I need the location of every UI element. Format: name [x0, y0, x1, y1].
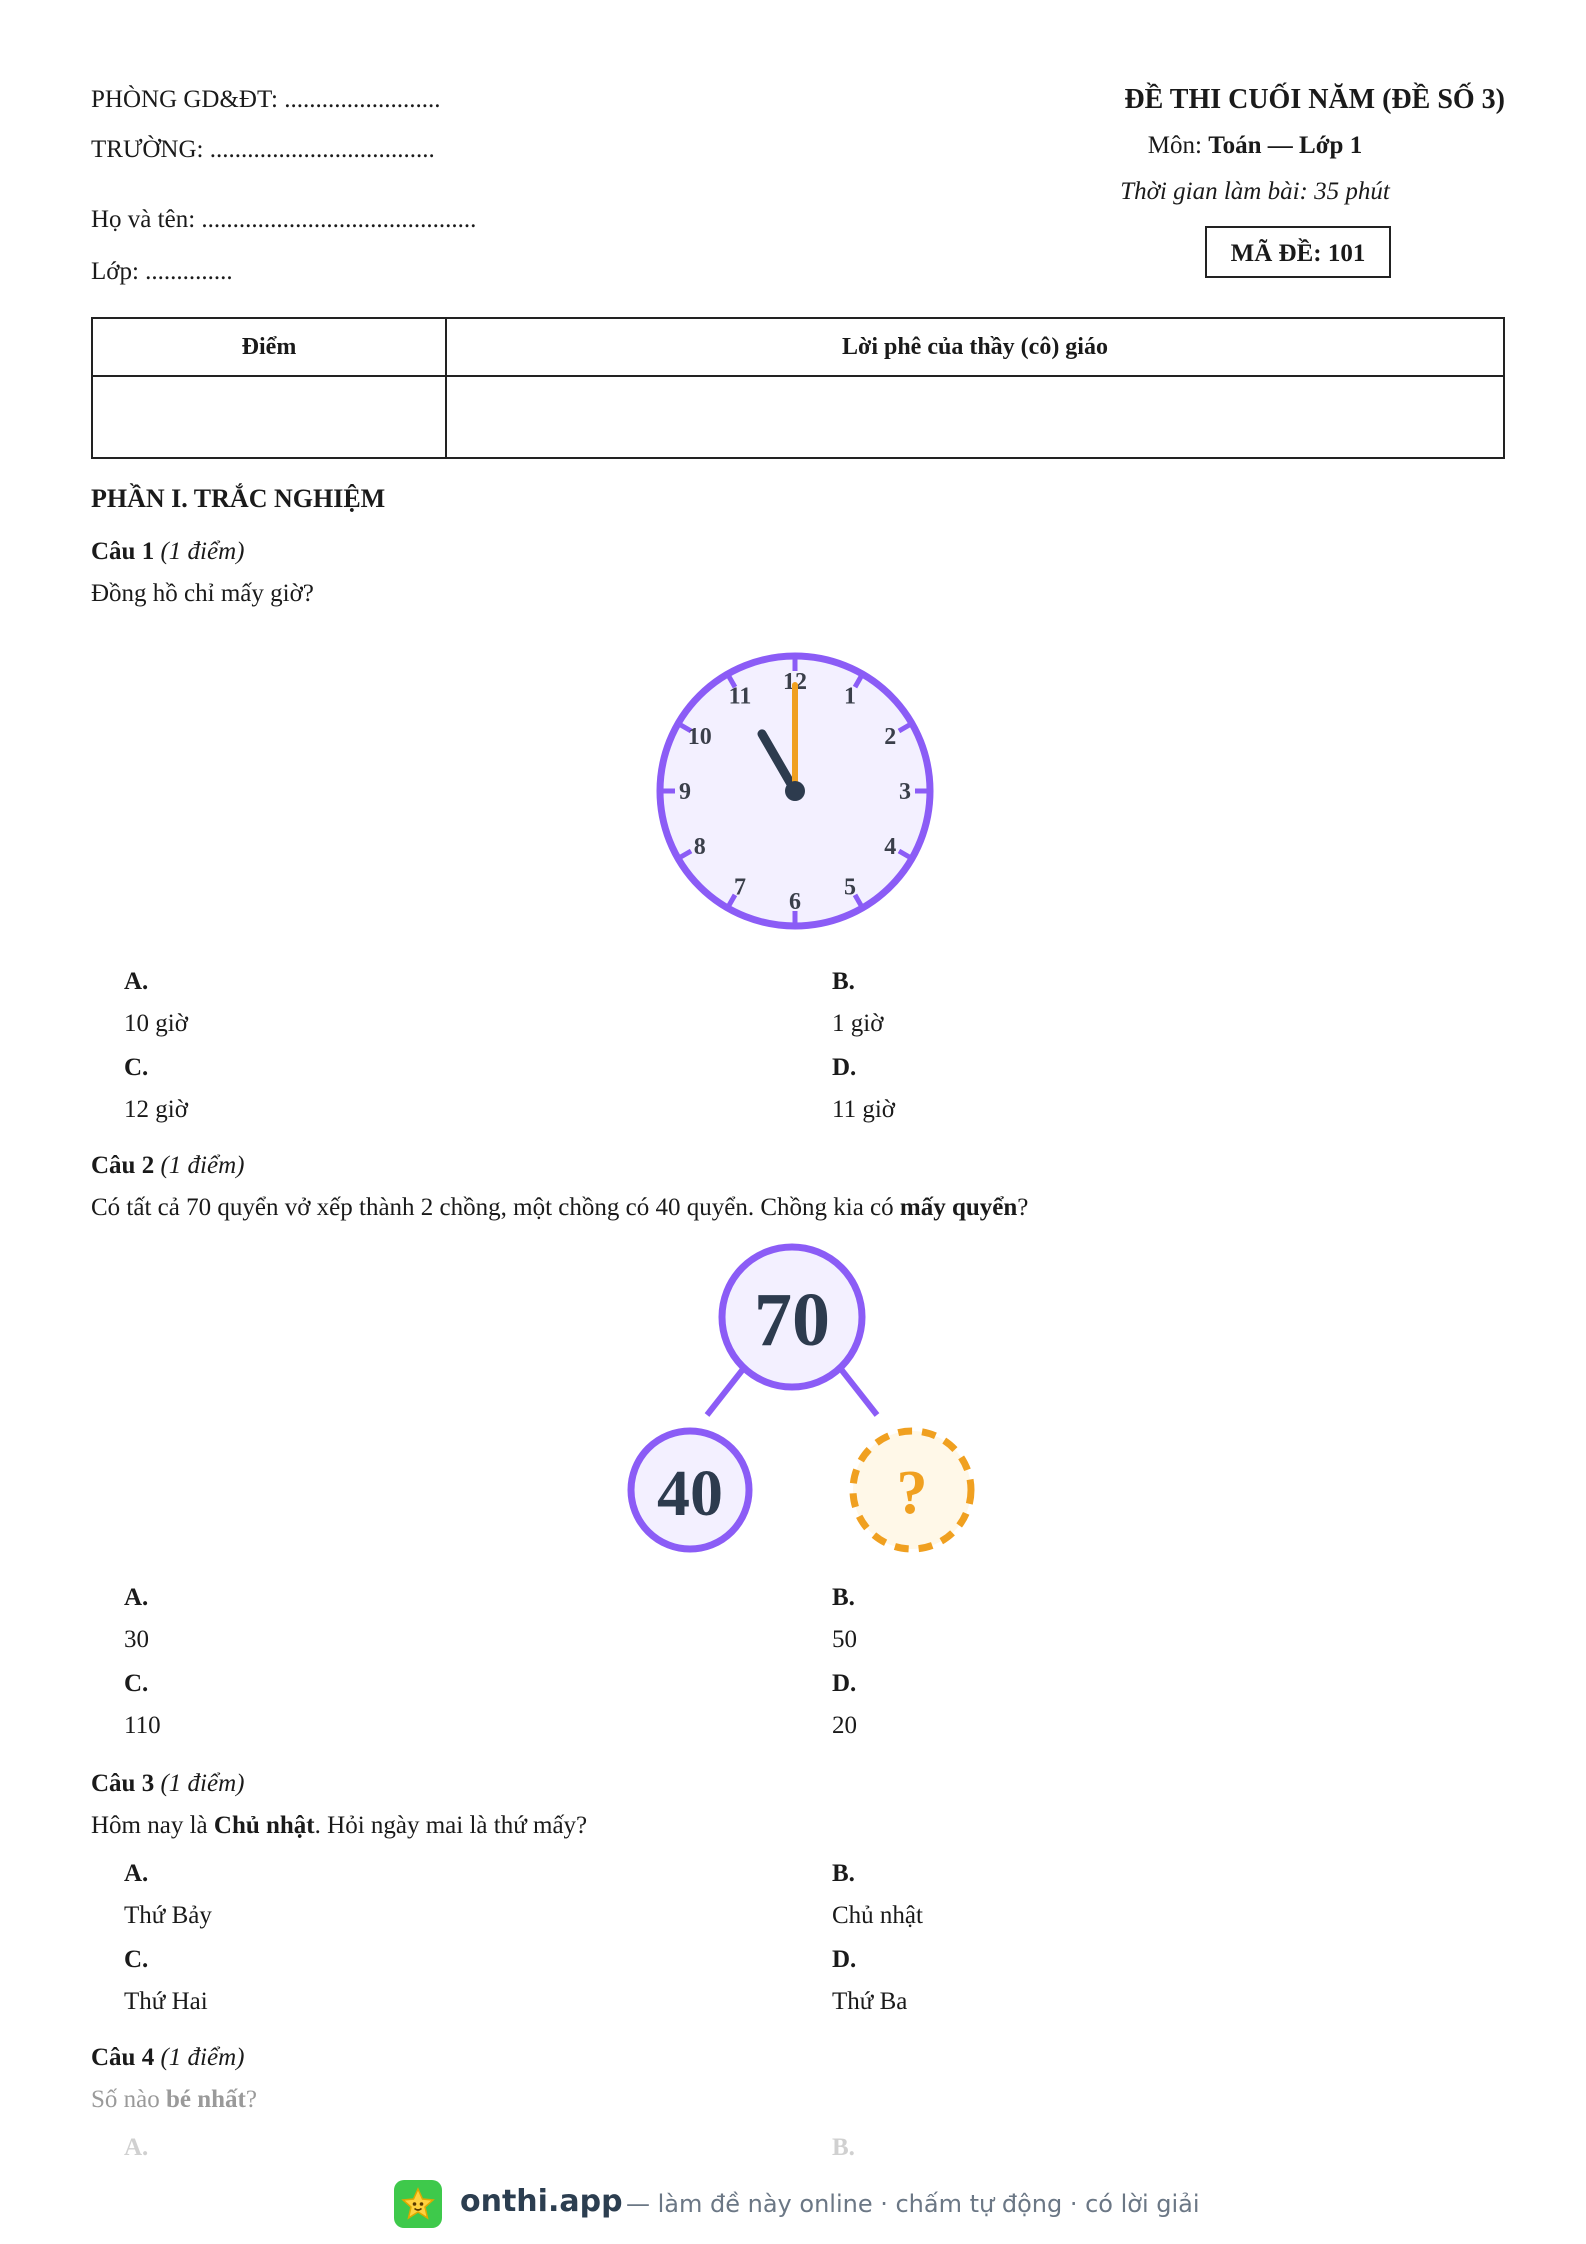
q3-option-a-letter: A. [124, 1860, 149, 1887]
comment-header: Lời phê của thầy (cô) giáo [446, 318, 1504, 376]
clock-number: 1 [844, 683, 856, 710]
q1-option-c-value[interactable]: 12 giờ [124, 1096, 188, 1123]
question-3-heading [91, 1770, 244, 1798]
question-label: Câu 3 [91, 1770, 155, 1797]
clock-number: 5 [844, 874, 856, 901]
number-bond-figure [612, 1240, 1072, 1570]
q2-option-c-value[interactable]: 110 [124, 1712, 161, 1739]
q3-option-d-value[interactable]: Thứ Ba [832, 1988, 908, 2015]
promo-footer [0, 2170, 1586, 2244]
q1-option-a-letter: A. [124, 968, 149, 995]
truong-field: TRƯỜNG: .................................... [91, 136, 435, 163]
question-text-part: ? [1017, 1194, 1029, 1221]
question-text-part: . Hỏi ngày mai là thứ mấy? [314, 1812, 588, 1839]
q2-option-b-value[interactable]: 50 [832, 1626, 857, 1653]
question-text-emphasis: mấy quyển [899, 1194, 1018, 1221]
exam-title: ĐỀ THI CUỐI NĂM (ĐỀ SỐ 3) [1124, 84, 1505, 115]
q3-option-c-letter: C. [124, 1946, 149, 1973]
phong-gd-field: PHÒNG GD&ĐT: ......................... [91, 86, 441, 113]
hoten-field: Họ và tên: ............................................ [91, 206, 477, 233]
clock-number: 9 [679, 779, 691, 805]
question-4-text [91, 2086, 257, 2114]
question-2-heading [91, 1152, 244, 1180]
q1-option-b-letter: B. [832, 968, 855, 995]
q3-option-a-value[interactable]: Thứ Bảy [124, 1902, 212, 1929]
score-cell [92, 376, 446, 458]
question-text-emphasis: bé nhất [166, 2086, 246, 2113]
brand-name[interactable]: onthi.app [460, 2184, 623, 2219]
subject-prefix: Môn: [1147, 132, 1209, 159]
bond-unknown-mark: ? [896, 1459, 928, 1527]
q2-option-b-letter: B. [832, 1584, 855, 1611]
exam-time: Thời gian làm bài: 35 phút [1120, 178, 1390, 205]
brand-tagline: — làm đề này online · chấm tự động · có lời giải [626, 2190, 1200, 2218]
score-table [91, 317, 1505, 459]
q1-option-a-value[interactable]: 10 giờ [124, 1010, 188, 1037]
q1-option-b-value[interactable]: 1 giờ [832, 1010, 884, 1037]
question-text-part: Có tất cả 70 quyển vở xếp thành 2 chồng, một chồng có 40 quyển. Chồng kia có [91, 1194, 900, 1221]
clock-number: 11 [728, 683, 752, 710]
bond-part-number: 40 [657, 1457, 723, 1530]
q2-option-a-value[interactable]: 30 [124, 1626, 149, 1653]
question-points: (1 điểm) [160, 2044, 245, 2071]
q3-option-b-letter: B. [832, 1860, 855, 1887]
question-text-part: Số nào [91, 2086, 166, 2113]
question-label: Câu 1 [91, 538, 155, 565]
q2-option-d-value[interactable]: 20 [832, 1712, 857, 1739]
question-1-text: Đồng hồ chỉ mấy giờ? [91, 580, 314, 607]
q4-option-a-letter: A. [124, 2134, 149, 2161]
q3-option-d-letter: D. [832, 1946, 857, 1973]
q2-option-a-letter: A. [124, 1584, 149, 1611]
question-label: Câu 2 [91, 1152, 155, 1179]
q1-option-d-letter: D. [832, 1054, 857, 1081]
clock-number: 3 [899, 779, 911, 805]
question-1-heading [91, 538, 244, 566]
clock-figure [654, 650, 936, 932]
subject-name: Toán — Lớp 1 [1208, 132, 1363, 159]
exam-subject [1005, 132, 1505, 160]
clock-number: 2 [884, 724, 897, 750]
clock-center [785, 781, 805, 801]
q2-option-c-letter: C. [124, 1670, 149, 1697]
question-3-text [91, 1812, 587, 1840]
exam-code-box: MÃ ĐỀ: 101 [1205, 226, 1391, 278]
q3-option-c-value[interactable]: Thứ Hai [124, 1988, 208, 2015]
question-label: Câu 4 [91, 2044, 155, 2071]
question-points: (1 điểm) [160, 1152, 245, 1179]
clock-number: 4 [884, 834, 897, 860]
q2-option-d-letter: D. [832, 1670, 857, 1697]
onthi-logo[interactable] [394, 2180, 442, 2228]
bond-whole-number: 70 [754, 1278, 830, 1362]
comment-cell [446, 376, 1504, 458]
clock-number: 12 [783, 669, 807, 695]
q4-option-b-letter: B. [832, 2134, 855, 2161]
clock-number: 7 [734, 874, 746, 901]
question-4-heading [91, 2044, 244, 2072]
q1-option-d-value[interactable]: 11 giờ [832, 1096, 895, 1123]
question-text-part: ? [245, 2086, 257, 2113]
clock-number: 6 [789, 889, 801, 915]
lop-field: Lớp: .............. [91, 258, 233, 285]
question-points: (1 điểm) [160, 1770, 245, 1797]
question-2-text [91, 1194, 1028, 1222]
q3-option-b-value[interactable]: Chủ nhật [832, 1902, 923, 1929]
section-title: PHẦN I. TRẮC NGHIỆM [91, 484, 386, 513]
clock-number: 8 [693, 834, 706, 860]
question-points: (1 điểm) [160, 538, 245, 565]
star-icon [394, 2180, 442, 2228]
clock-number: 10 [687, 724, 712, 750]
question-text-emphasis: Chủ nhật [213, 1812, 315, 1839]
q1-option-c-letter: C. [124, 1054, 149, 1081]
question-text-part: Hôm nay là [91, 1812, 214, 1839]
score-header: Điểm [92, 318, 446, 376]
